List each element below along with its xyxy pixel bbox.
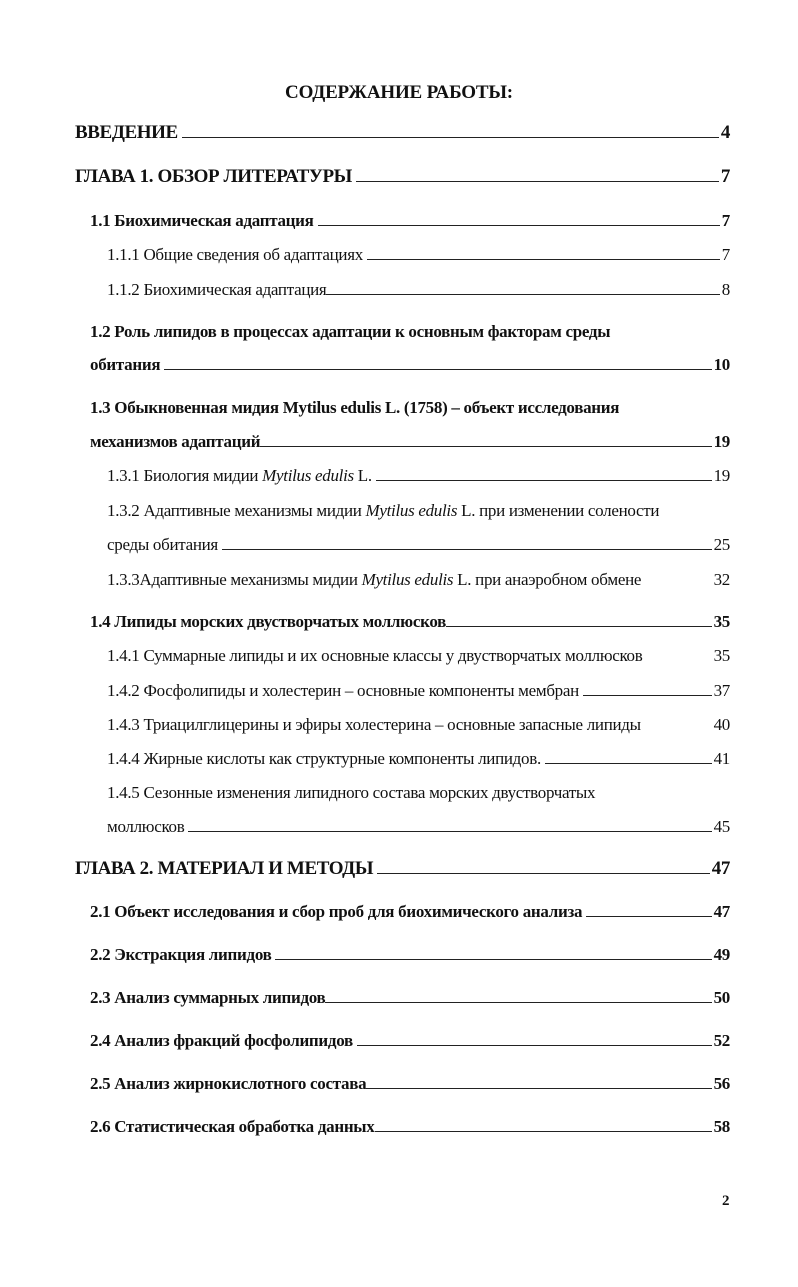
label-suffix: L. при анаэробном обмене: [453, 570, 642, 589]
toc-leader-line: [446, 626, 712, 627]
toc-leader-line: [377, 873, 710, 874]
toc-page-number: 7: [721, 211, 730, 230]
page-title: СОДЕРЖАНИЕ РАБОТЫ:: [285, 82, 513, 103]
toc-label: 1.4.1 Суммарные липиды и их основные классы у двустворчатых моллюсков: [107, 646, 643, 665]
toc-leader-line: [260, 446, 711, 447]
toc-label: 2.1 Объект исследования и сбор проб для биохимического анализа: [90, 902, 583, 921]
toc-label: 2.2 Экстракция липидов: [90, 945, 272, 964]
toc-label: среды обитания: [107, 535, 218, 554]
toc-entry-section-2-5[interactable]: [90, 1074, 730, 1094]
toc-entry-section-1-1-2[interactable]: [107, 280, 730, 300]
toc-entry-section-1-3[interactable]: [90, 432, 730, 452]
toc-entry-section-1-4-2[interactable]: [107, 681, 730, 701]
toc-page-number: 7: [720, 166, 730, 187]
toc-leader-line: [367, 259, 720, 260]
toc-label: ГЛАВА 1. ОБЗОР ЛИТЕРАТУРЫ: [75, 166, 352, 187]
toc-label: 1.1.2 Биохимическая адаптация: [107, 280, 327, 299]
toc-label: обитания: [90, 355, 161, 374]
toc-page-number: 49: [713, 945, 730, 964]
toc-label: 1.4.2 Фосфолипиды и холестерин – основные компоненты мембран: [107, 681, 579, 700]
toc-entry-section-1-4-1[interactable]: [107, 646, 730, 666]
toc-entry-section-1-2[interactable]: [90, 355, 730, 375]
label-suffix: L. при изменении солености: [457, 501, 660, 520]
toc-page-number: 7: [721, 245, 730, 264]
toc-label: 2.4 Анализ фракций фосфолипидов: [90, 1031, 353, 1050]
label-prefix: 1.3.1 Биология мидии: [107, 466, 263, 485]
toc-page-number: 4: [720, 122, 730, 143]
toc-page-number: 25: [713, 535, 730, 554]
toc-page-number: 32: [713, 570, 730, 589]
toc-entry-section-1-3-2[interactable]: [107, 535, 730, 555]
toc-page-number: 10: [713, 355, 730, 374]
toc-leader-line: [586, 916, 711, 917]
toc-entry-section-1-3-3[interactable]: [107, 570, 730, 590]
toc-entry-section-1-4-3[interactable]: [107, 715, 730, 735]
toc-label: ВВЕДЕНИЕ: [75, 122, 178, 143]
toc-leader-line: [583, 695, 712, 696]
toc-label: ГЛАВА 2. МАТЕРИАЛ И МЕТОДЫ: [75, 858, 374, 879]
toc-entry-section-2-3[interactable]: [90, 988, 730, 1008]
toc-leader-line: [366, 1088, 711, 1089]
toc-label: механизмов адаптаций: [90, 432, 261, 451]
toc-entry-section-1-3-line1[interactable]: 1.3 Обыкновенная мидия Mytilus edulis L. (1758) – объект исследования: [90, 398, 620, 417]
toc-entry-section-2-6[interactable]: [90, 1117, 730, 1137]
toc-page-number: 40: [713, 715, 730, 734]
toc-page-number: 19: [713, 432, 730, 451]
toc-entry-section-1-1[interactable]: [90, 211, 730, 231]
toc-entry-section-1-2-line1[interactable]: 1.2 Роль липидов в процессах адаптации к основным факторам среды: [90, 322, 611, 341]
species-name: Mytilus edulis: [361, 570, 454, 589]
toc-page-number: 52: [713, 1031, 730, 1050]
toc-label: 1.4.3 Триацилглицерины и эфиры холестерина – основные запасные липиды: [107, 715, 641, 734]
toc-leader-line: [357, 1045, 712, 1046]
toc-label: [107, 570, 641, 590]
toc-leader-line: [545, 763, 712, 764]
toc-page-number: 58: [713, 1117, 730, 1136]
toc-label: 1.1.1 Общие сведения об адаптациях: [107, 245, 363, 264]
toc-leader-line: [376, 480, 712, 481]
label-suffix: L.: [353, 466, 372, 485]
toc-entry-introduction[interactable]: [75, 122, 730, 144]
toc-label: 2.5 Анализ жирнокислотного состава: [90, 1074, 367, 1093]
toc-page-number: 19: [713, 466, 730, 485]
toc-page-number: 56: [713, 1074, 730, 1093]
species-name: Mytilus edulis: [365, 501, 458, 520]
toc-entry-section-2-2[interactable]: [90, 945, 730, 965]
toc-entry-section-1-4-4[interactable]: [107, 749, 730, 769]
toc-entry-section-1-4-5[interactable]: [107, 817, 730, 837]
toc-label: 1.1 Биохимическая адаптация: [90, 211, 314, 230]
toc-label: моллюсков: [107, 817, 185, 836]
toc-leader-line: [275, 959, 711, 960]
toc-page-number: 41: [713, 749, 730, 768]
toc-entry-section-1-4[interactable]: [90, 612, 730, 632]
toc-entry-section-1-4-5-line1[interactable]: 1.4.5 Сезонные изменения липидного состава морских двустворчатых: [107, 783, 596, 802]
toc-leader-line: [325, 1002, 711, 1003]
toc-entry-section-1-3-1[interactable]: [107, 466, 730, 486]
toc-leader-line: [188, 831, 711, 832]
toc-page-number: 37: [713, 681, 730, 700]
toc-leader-line: [375, 1131, 712, 1132]
species-name: Mytilus edulis: [262, 466, 354, 485]
toc-entry-chapter-1[interactable]: [75, 166, 730, 188]
toc-entry-chapter-2[interactable]: [75, 858, 730, 880]
toc-leader-line: [326, 294, 719, 295]
toc-label: 1.4.4 Жирные кислоты как структурные компоненты липидов.: [107, 749, 541, 768]
label-prefix: 1.3.3Адаптивные механизмы мидии: [107, 570, 362, 589]
toc-leader-line: [164, 369, 711, 370]
label-prefix: 1.3.2 Адаптивные механизмы мидии: [107, 501, 366, 520]
toc-label: 1.4 Липиды морских двустворчатых моллюсков: [90, 612, 447, 631]
toc-label: 2.3 Анализ суммарных липидов: [90, 988, 326, 1007]
toc-entry-section-2-1[interactable]: [90, 902, 730, 922]
toc-entry-section-1-1-1[interactable]: [107, 245, 730, 265]
toc-page-number: 47: [713, 902, 730, 921]
toc-leader-line: [182, 137, 719, 138]
toc-page-number: 35: [713, 612, 730, 631]
toc-page-number: 8: [721, 280, 730, 299]
page-number: 2: [722, 1193, 730, 1209]
toc-page-number: 47: [711, 858, 730, 879]
toc-entry-section-2-4[interactable]: [90, 1031, 730, 1051]
toc-label: 2.6 Статистическая обработка данных: [90, 1117, 375, 1136]
toc-leader-line: [356, 181, 719, 182]
toc-page-number: 35: [713, 646, 730, 665]
toc-label: [107, 466, 372, 486]
toc-leader-line: [222, 549, 712, 550]
toc-page-number: 50: [713, 988, 730, 1007]
toc-leader-line: [318, 225, 720, 226]
toc-page-number: 45: [713, 817, 730, 836]
toc-entry-section-1-3-2-line1[interactable]: [107, 501, 659, 521]
